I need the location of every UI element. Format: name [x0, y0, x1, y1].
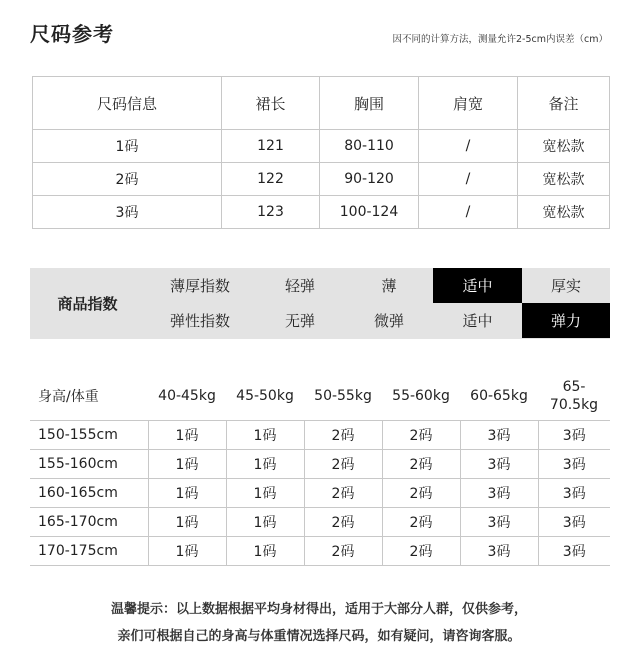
thickness-option-thick: 厚实 [550, 277, 581, 295]
page-title: 尺码参考 [30, 22, 114, 46]
size-cell: 3码 [538, 450, 610, 479]
elasticity-option-slight: 微弹 [373, 312, 404, 330]
skirt-length-cell: 121 [222, 130, 320, 163]
size-cell: 3码 [538, 421, 610, 450]
product-index-label: 商品指数 [57, 295, 118, 313]
header-skirt-length: 裙长 [222, 77, 320, 130]
remark-cell: 宽松款 [518, 196, 610, 229]
table-row [30, 450, 610, 479]
size-cell: 3码 [460, 508, 538, 537]
header-remark: 备注 [518, 77, 610, 130]
size-cell: 3码 [460, 537, 538, 566]
thickness-index-name: 薄厚指数 [169, 277, 230, 295]
size-cell: 2码 [33, 163, 222, 196]
size-table-header [33, 77, 610, 130]
height-cell: 160-165cm [30, 479, 148, 508]
size-cell: 2码 [304, 537, 382, 566]
remark-cell: 宽松款 [518, 163, 610, 196]
size-cell: 1码 [148, 537, 226, 566]
size-cell: 3码 [538, 508, 610, 537]
table-row [30, 421, 610, 450]
size-cell: 1码 [226, 479, 304, 508]
header-size-info: 尺码信息 [33, 77, 222, 130]
measurement-note: 因不同的计算方法，测量允许2-5cm内误差（cm） [392, 34, 608, 45]
size-cell: 2码 [304, 508, 382, 537]
tip-line-1: 温馨提示：以上数据根据平均身材得出，适用于大部分人群，仅供参考， [110, 602, 527, 617]
size-cell: 2码 [382, 508, 460, 537]
size-cell: 3码 [460, 479, 538, 508]
shoulder-cell: / [419, 130, 518, 163]
size-cell: 1码 [33, 130, 222, 163]
shoulder-cell: / [419, 196, 518, 229]
size-cell: 2码 [382, 421, 460, 450]
size-cell: 1码 [148, 508, 226, 537]
size-cell: 1码 [226, 537, 304, 566]
size-cell: 2码 [304, 479, 382, 508]
bust-cell: 80-110 [320, 130, 419, 163]
header-shoulder: 肩宽 [419, 77, 518, 130]
size-cell: 3码 [460, 450, 538, 479]
size-cell: 1码 [148, 450, 226, 479]
size-cell: 2码 [382, 537, 460, 566]
header-weight-range: 50-55kg [314, 388, 372, 404]
height-cell: 165-170cm [30, 508, 148, 537]
header-bust: 胸围 [320, 77, 419, 130]
skirt-length-cell: 123 [222, 196, 320, 229]
header-weight-range: 65- 70.5kg [549, 379, 599, 413]
elasticity-index-name: 弹性指数 [169, 312, 230, 330]
size-cell: 3码 [538, 537, 610, 566]
table-row [33, 130, 610, 163]
size-cell: 1码 [226, 450, 304, 479]
product-index-panel [30, 268, 610, 339]
size-cell: 3码 [538, 479, 610, 508]
size-table [32, 76, 610, 229]
height-cell: 150-155cm [30, 421, 148, 450]
header-weight-range: 40-45kg [158, 388, 216, 404]
thickness-option-light: 轻弹 [284, 277, 315, 295]
elasticity-option-none: 无弹 [284, 312, 315, 330]
size-cell: 2码 [304, 421, 382, 450]
height-cell: 155-160cm [30, 450, 148, 479]
size-cell: 1码 [226, 421, 304, 450]
header-weight-range: 55-60kg [392, 388, 450, 404]
bust-cell: 100-124 [320, 196, 419, 229]
header-height-weight: 身高/体重 [38, 389, 99, 405]
table-row [33, 163, 610, 196]
elasticity-option-medium: 适中 [462, 312, 493, 330]
table-row [30, 479, 610, 508]
skirt-length-cell: 122 [222, 163, 320, 196]
elasticity-option-stretch: 弹力 [522, 303, 610, 338]
size-cell: 1码 [226, 508, 304, 537]
table-row [30, 508, 610, 537]
hw-table-header [30, 372, 610, 421]
size-cell: 2码 [382, 450, 460, 479]
table-row [33, 196, 610, 229]
tip-line-2: 亲们可根据自己的身高与体重情况选择尺码，如有疑问，请咨询客服。 [117, 629, 521, 644]
size-cell: 1码 [148, 421, 226, 450]
bust-cell: 90-120 [320, 163, 419, 196]
height-cell: 170-175cm [30, 537, 148, 566]
size-cell: 3码 [460, 421, 538, 450]
header-weight-range: 45-50kg [236, 388, 294, 404]
size-cell: 2码 [304, 450, 382, 479]
shoulder-cell: / [419, 163, 518, 196]
remark-cell: 宽松款 [518, 130, 610, 163]
header-weight-range: 60-65kg [470, 388, 528, 404]
size-cell: 1码 [148, 479, 226, 508]
height-weight-table [30, 372, 610, 566]
thickness-option-medium: 适中 [433, 268, 522, 303]
table-row [30, 537, 610, 566]
size-cell: 2码 [382, 479, 460, 508]
size-cell: 3码 [33, 196, 222, 229]
thickness-option-thin: 薄 [381, 277, 397, 295]
